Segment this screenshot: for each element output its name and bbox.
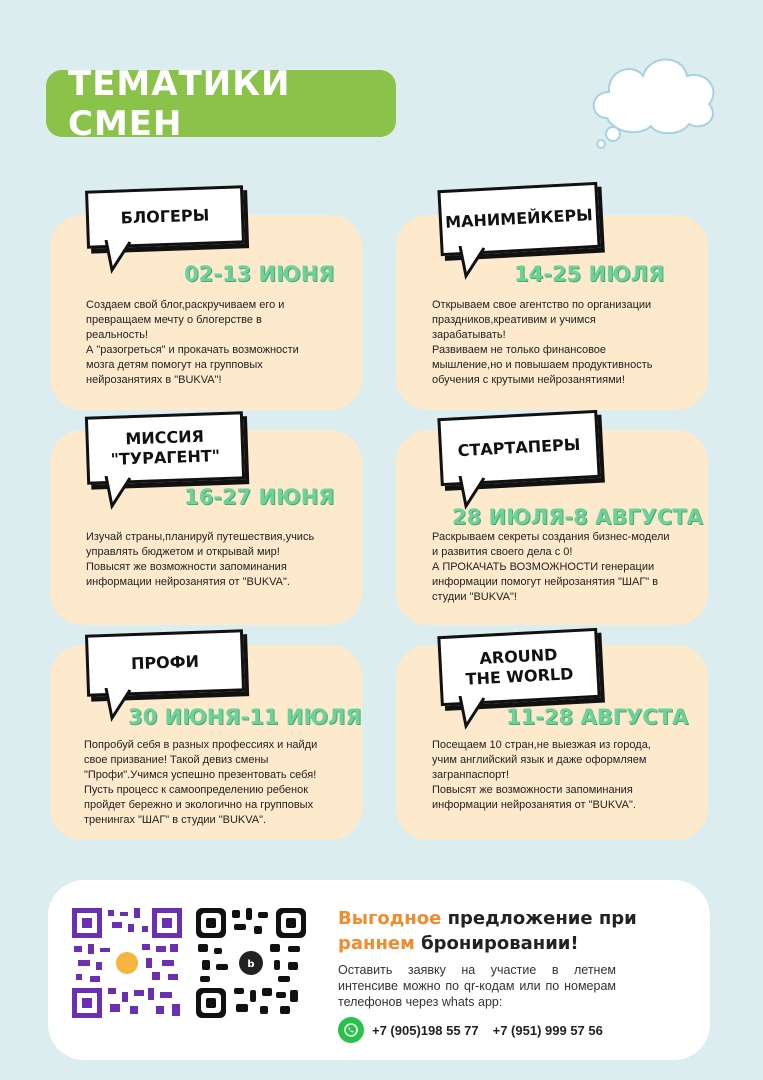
shift-title-bubble: СТАРТАПЕРЫ xyxy=(437,410,600,486)
shift-title-bubble: ПРОФИ xyxy=(85,629,245,696)
offer-highlight-2: раннем xyxy=(338,933,415,954)
qr-code-1[interactable] xyxy=(72,908,182,1018)
shift-description: Создаем свой блог,раскручиваем его и превращаем мечту о блогерстве в реальность! А "разогреться" и прокачать возможности мозга детям помогут на групповых нейрозанятиях в "BUKVA"! xyxy=(86,299,299,386)
shift-dates: 16-27 ИЮНЯ xyxy=(184,485,335,509)
shift-description: Попробуй себя в разных профессиях и найди свое призвание! Такой девиз смены "Профи".Учимся успешно презентовать себя! Пусть процесс к самоопределению ребенок пройдет бережно и экологично на групповых тренингах "ШАГ" в студии "BUKVA". xyxy=(84,739,318,826)
phone-number-2[interactable]: +7 (951) 999 57 56 xyxy=(492,1022,603,1038)
shift-dates: 30 ИЮНЯ-11 ИЮЛЯ xyxy=(128,705,362,729)
shift-description: Открываем свое агентство по организации праздников,креативим и учимся зарабатывать! Развиваем не только финансовое мышление,но и повышаем продуктивность обучения с крутыми нейрозанятиями! xyxy=(432,299,653,386)
whatsapp-icon[interactable] xyxy=(338,1017,364,1043)
shift-description: Раскрываем секреты создания бизнес-модели и развития своего дела с 0! А ПРОКАЧАТЬ ВОЗМОЖНОСТИ генерации информации помогут нейрозанятия "ШАГ" в студии "BUKVA"! xyxy=(432,531,670,603)
speech-tail-icon xyxy=(454,246,494,280)
speech-tail-icon xyxy=(454,696,494,730)
shift-title-bubble: AROUND THE WORLD xyxy=(437,628,600,706)
shift-dates: 11-28 АВГУСТА xyxy=(506,705,689,729)
phone-row xyxy=(338,1015,603,1045)
shift-dates: 28 ИЮЛЯ-8 АВГУСТА xyxy=(452,505,703,529)
page-title: ТЕМАТИКИ СМЕН xyxy=(68,63,291,144)
shift-dates: 14-25 ИЮЛЯ xyxy=(514,262,665,286)
phone-number-1[interactable]: +7 (905)198 55 77 xyxy=(372,1022,479,1038)
svg-text:b: b xyxy=(247,959,255,970)
shift-title-bubble: БЛОГЕРЫ xyxy=(85,185,245,248)
offer-text-2: бронировании! xyxy=(414,933,579,954)
speech-tail-icon xyxy=(100,476,140,510)
offer-text-1: предложение при xyxy=(441,908,637,929)
offer-heading xyxy=(338,906,638,956)
shift-title-bubble: МИССИЯ "ТУРАГЕНТ" xyxy=(85,411,245,484)
booking-instructions: Оставить заявку на участие в летнем интенсиве можно по qr-кодам или по номерам телефонов через whats app: xyxy=(338,963,616,1009)
title-badge xyxy=(46,63,396,144)
shift-description: Изучай страны,планируй путешествия,учись управлять бюджетом и открывай мир! Повысят же возможности запоминания информации нейрозанятия от "BUKVA". xyxy=(86,531,315,588)
shift-title-bubble: МАНИМЕЙКЕРЫ xyxy=(437,182,600,256)
shift-dates: 02-13 ИЮНЯ xyxy=(184,262,335,286)
offer-highlight-1: Выгодное xyxy=(338,908,442,929)
cloud-icon xyxy=(585,40,725,150)
speech-tail-icon xyxy=(100,240,140,274)
qr-code-2[interactable] xyxy=(196,908,306,1018)
shift-description: Посещаем 10 стран,не выезжая из города, учим английский язык и даже оформляем загранпаспорт! Повысят же возможности запоминания информации нейрозанятия от "BUKVA". xyxy=(432,739,651,811)
